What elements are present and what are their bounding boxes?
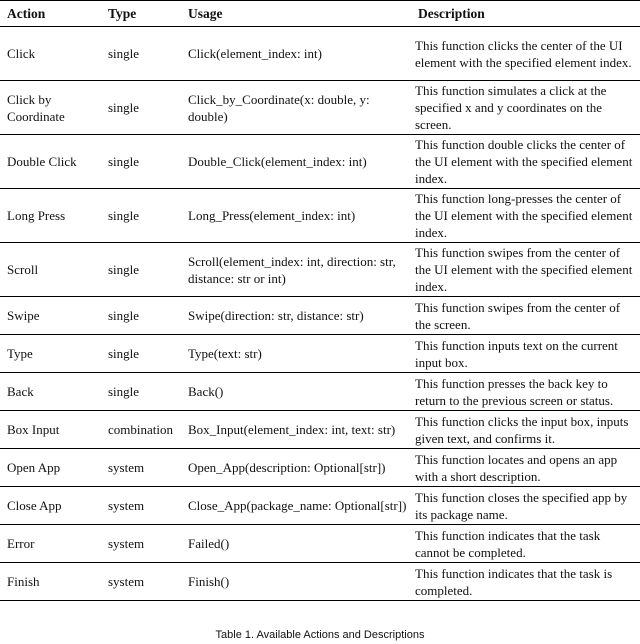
cell-usage: Click_by_Coordinate(x: double, y: double) [181, 81, 411, 135]
cell-usage: Finish() [181, 563, 411, 601]
cell-description: This function swipes from the center of the UI element with the specified element index. [411, 243, 640, 297]
table-caption: Table 1. Available Actions and Descriptions [215, 629, 425, 641]
cell-usage: Back() [181, 373, 411, 411]
cell-type: single [101, 335, 181, 373]
cell-action: Back [0, 373, 101, 411]
cell-action: Box Input [0, 411, 101, 449]
cell-description: This function long-presses the center of the UI element with the specified element index. [411, 189, 640, 243]
cell-usage: Type(text: str) [181, 335, 411, 373]
cell-usage: Double_Click(element_index: int) [181, 135, 411, 189]
cell-description: This function simulates a click at the specified x and y coordinates on the screen. [411, 81, 640, 135]
table-row [0, 189, 640, 243]
header-row [0, 1, 640, 27]
cell-action: Swipe [0, 297, 101, 335]
cell-usage: Long_Press(element_index: int) [181, 189, 411, 243]
cell-type: system [101, 449, 181, 487]
cell-action: Double Click [0, 135, 101, 189]
header-type: Type [101, 1, 181, 27]
table-row [0, 487, 640, 525]
table-row [0, 525, 640, 563]
cell-description: This function clicks the input box, inputs given text, and confirms it. [411, 411, 640, 449]
cell-usage: Click(element_index: int) [181, 27, 411, 81]
cell-description: This function locates and opens an app with a short description. [411, 449, 640, 487]
cell-action: Finish [0, 563, 101, 601]
header-description: Description [411, 1, 640, 27]
cell-action: Long Press [0, 189, 101, 243]
header-action: Action [0, 1, 101, 27]
cell-description: This function swipes from the center of the screen. [411, 297, 640, 335]
cell-action: Error [0, 525, 101, 563]
table-row [0, 297, 640, 335]
cell-usage: Box_Input(element_index: int, text: str) [181, 411, 411, 449]
table-row [0, 81, 640, 135]
cell-type: single [101, 189, 181, 243]
cell-type: single [101, 135, 181, 189]
cell-action: Close App [0, 487, 101, 525]
cell-action: Open App [0, 449, 101, 487]
table-row [0, 563, 640, 601]
cell-type: system [101, 563, 181, 601]
table-row [0, 243, 640, 297]
cell-type: system [101, 487, 181, 525]
cell-action: Click by Coordinate [0, 81, 101, 135]
cell-description: This function presses the back key to return to the previous screen or status. [411, 373, 640, 411]
cell-type: combination [101, 411, 181, 449]
table-row [0, 27, 640, 81]
cell-usage: Failed() [181, 525, 411, 563]
table-row [0, 135, 640, 189]
cell-description: This function clicks the center of the UI element with the specified element index. [411, 27, 640, 81]
cell-type: single [101, 373, 181, 411]
table-body [0, 27, 640, 601]
cell-usage: Scroll(element_index: int, direction: str, distance: str or int) [181, 243, 411, 297]
cell-description: This function inputs text on the current input box. [411, 335, 640, 373]
cell-action: Scroll [0, 243, 101, 297]
cell-type: single [101, 297, 181, 335]
header-usage: Usage [181, 1, 411, 27]
cell-type: single [101, 81, 181, 135]
cell-description: This function closes the specified app by its package name. [411, 487, 640, 525]
table-row [0, 373, 640, 411]
cell-description: This function indicates that the task is completed. [411, 563, 640, 601]
table-row [0, 449, 640, 487]
cell-description: This function double clicks the center of the UI element with the specified element index. [411, 135, 640, 189]
table-row [0, 411, 640, 449]
table-row [0, 335, 640, 373]
cell-usage: Swipe(direction: str, distance: str) [181, 297, 411, 335]
cell-type: single [101, 243, 181, 297]
table-header [0, 1, 640, 27]
cell-usage: Close_App(package_name: Optional[str]) [181, 487, 411, 525]
cell-description: This function indicates that the task cannot be completed. [411, 525, 640, 563]
cell-type: single [101, 27, 181, 81]
cell-type: system [101, 525, 181, 563]
cell-usage: Open_App(description: Optional[str]) [181, 449, 411, 487]
cell-action: Type [0, 335, 101, 373]
cell-action: Click [0, 27, 101, 81]
